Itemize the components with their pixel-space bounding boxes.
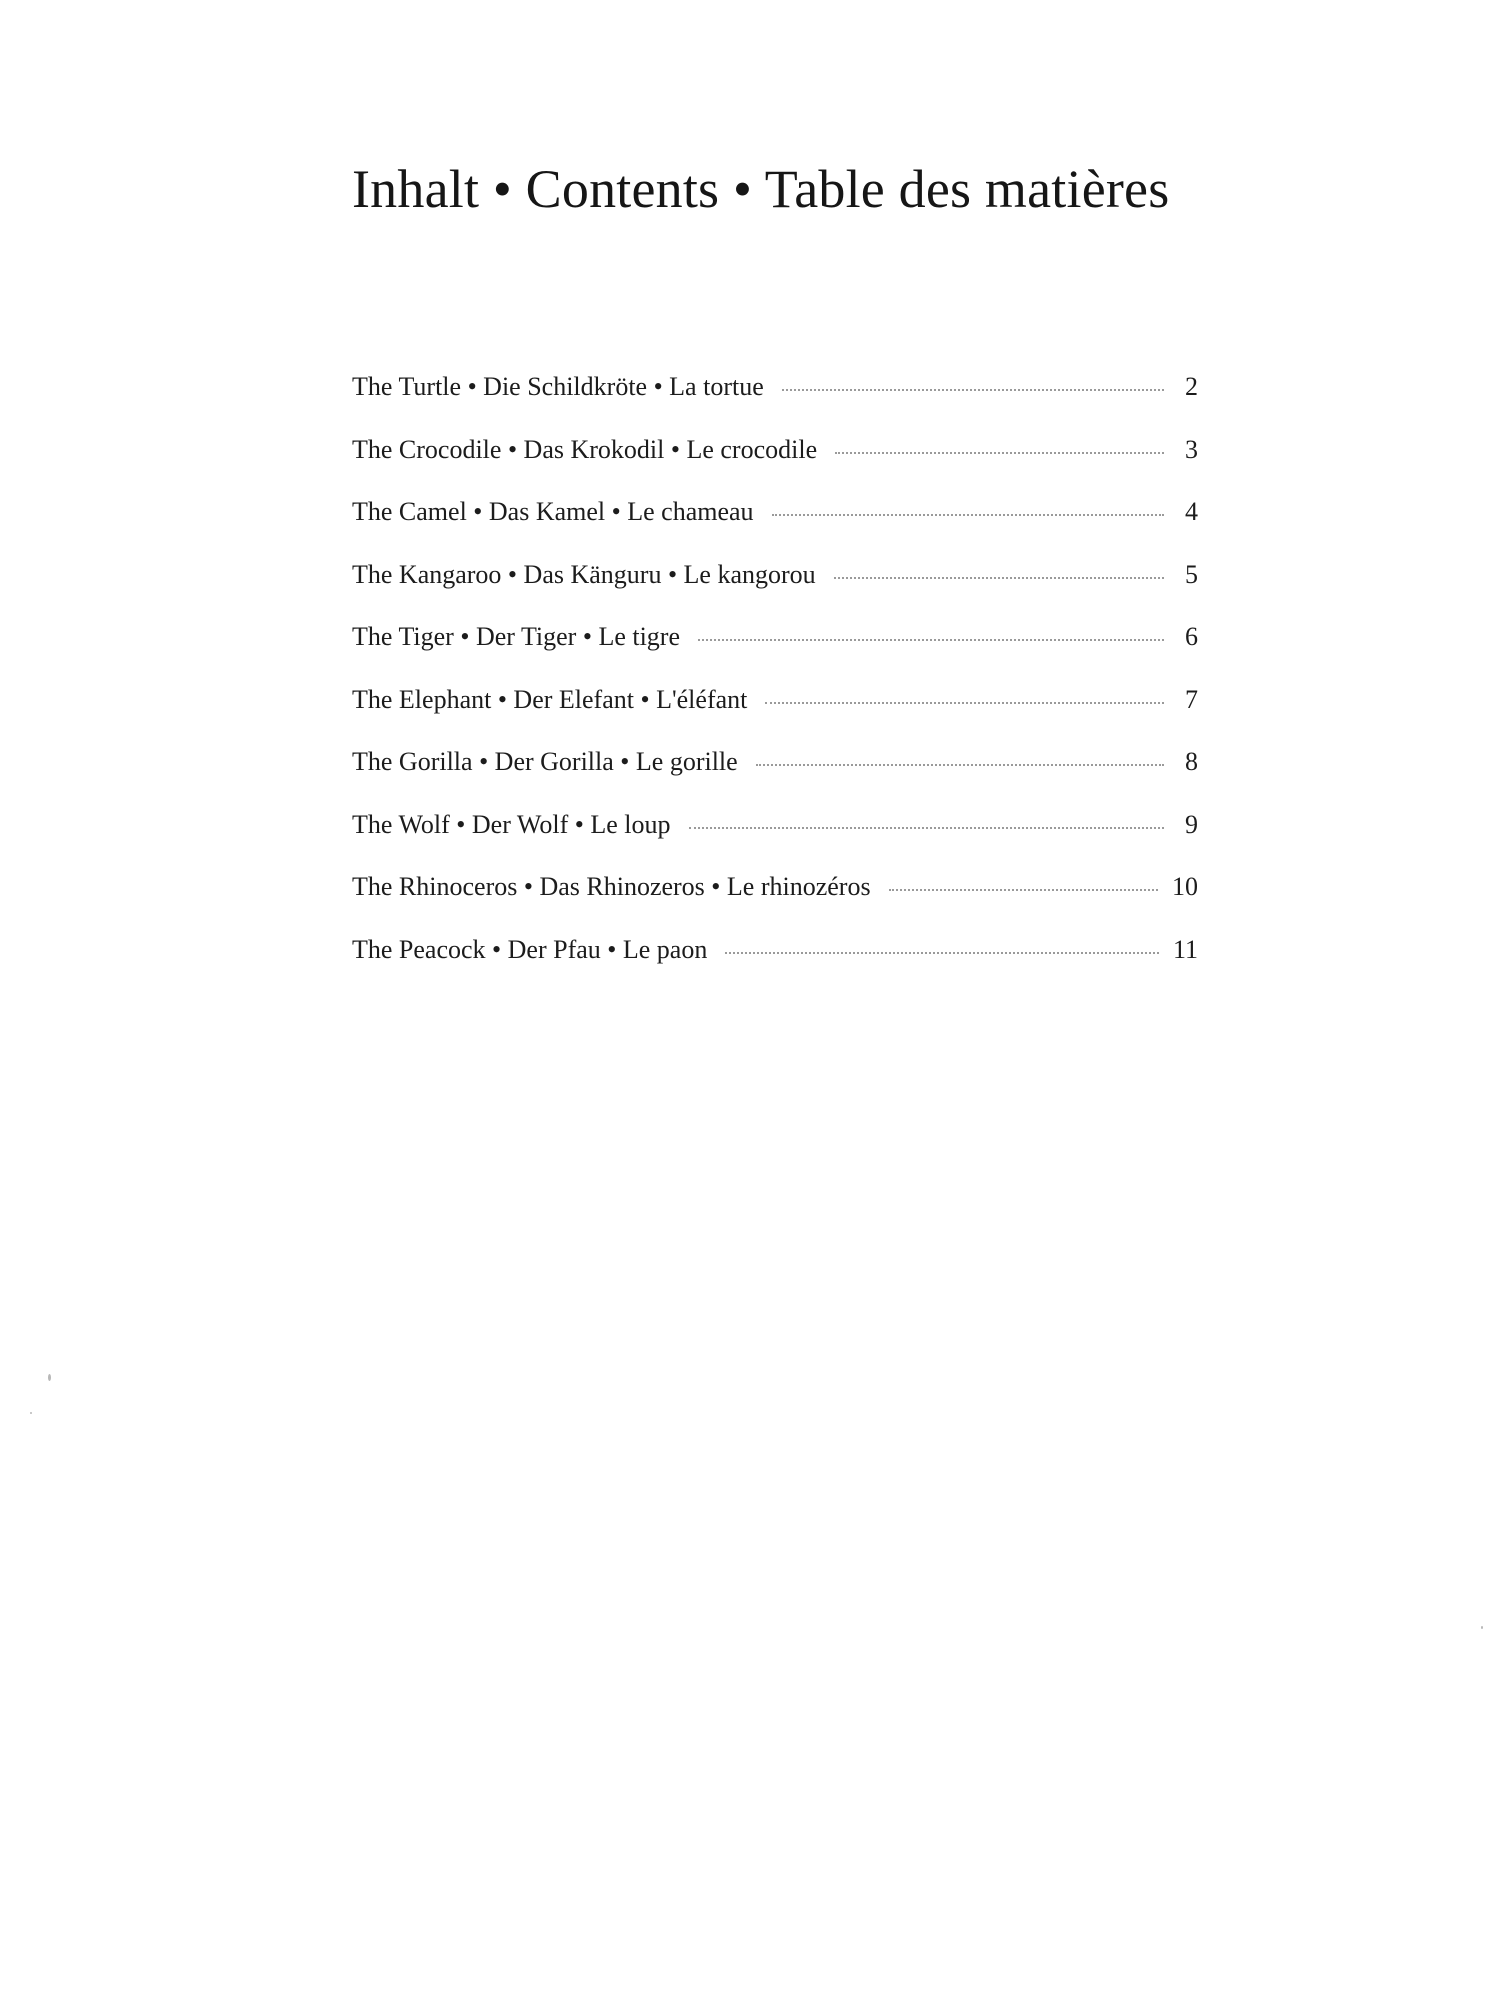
dot-leader (725, 952, 1159, 954)
dot-leader (765, 702, 1164, 704)
toc-entry-page: 3 (1185, 434, 1198, 464)
toc-entry-page: 2 (1185, 372, 1198, 401)
toc-entry-page: 10 (1172, 872, 1198, 901)
dot-leader (782, 389, 1164, 391)
scan-speck (48, 1374, 51, 1381)
dot-leader (834, 577, 1164, 579)
toc-entry-wolf[interactable] (352, 810, 1198, 873)
toc-entry-title: The Wolf • Der Wolf • Le loup (352, 809, 671, 839)
toc-entry-page: 11 (1172, 934, 1198, 964)
toc-entry-title: The Camel • Das Kamel • Le chameau (352, 497, 754, 526)
dot-leader (689, 827, 1165, 829)
toc-entry-title: The Turtle • Die Schildkröte • La tortue (352, 372, 764, 401)
toc-entry-turtle[interactable] (352, 372, 1198, 435)
toc-entry-elephant[interactable] (352, 685, 1198, 748)
toc-entry-title: The Peacock • Der Pfau • Le paon (352, 934, 708, 964)
dot-leader (756, 764, 1164, 766)
toc-entry-title: The Rhinoceros • Das Rhinozeros • Le rhinozéros (352, 872, 871, 901)
page-title: Inhalt • Contents • Table des matières (352, 159, 1170, 219)
toc-entry-peacock[interactable] (352, 935, 1198, 998)
toc-entry-gorilla[interactable] (352, 747, 1198, 810)
dot-leader (698, 639, 1164, 641)
toc-entry-rhinoceros[interactable] (352, 872, 1198, 935)
toc-entry-title: The Tiger • Der Tiger • Le tigre (352, 622, 681, 651)
toc-entry-page: 5 (1185, 559, 1198, 589)
toc-entry-title: The Kangaroo • Das Känguru • Le kangorou (352, 559, 816, 589)
toc-entry-page: 8 (1185, 747, 1198, 776)
toc-entry-page: 6 (1185, 622, 1198, 651)
dot-leader (835, 452, 1164, 454)
dot-leader (772, 514, 1164, 516)
toc-entry-title: The Gorilla • Der Gorilla • Le gorille (352, 747, 738, 776)
toc-entry-tiger[interactable] (352, 622, 1198, 685)
toc-entry-camel[interactable] (352, 497, 1198, 560)
toc-entry-title: The Crocodile • Das Krokodil • Le crocodile (352, 434, 818, 464)
toc-entry-page: 4 (1185, 497, 1198, 526)
toc-entry-kangaroo[interactable] (352, 560, 1198, 623)
toc-entry-page: 9 (1185, 809, 1198, 839)
scan-speck (1481, 1626, 1483, 1629)
scan-speck (30, 1412, 32, 1414)
toc-entry-title: The Elephant • Der Elefant • L'éléfant (352, 684, 748, 714)
toc-entry-crocodile[interactable] (352, 435, 1198, 498)
toc-entry-page: 7 (1185, 684, 1198, 714)
table-of-contents (352, 372, 1198, 997)
dot-leader (889, 889, 1158, 891)
